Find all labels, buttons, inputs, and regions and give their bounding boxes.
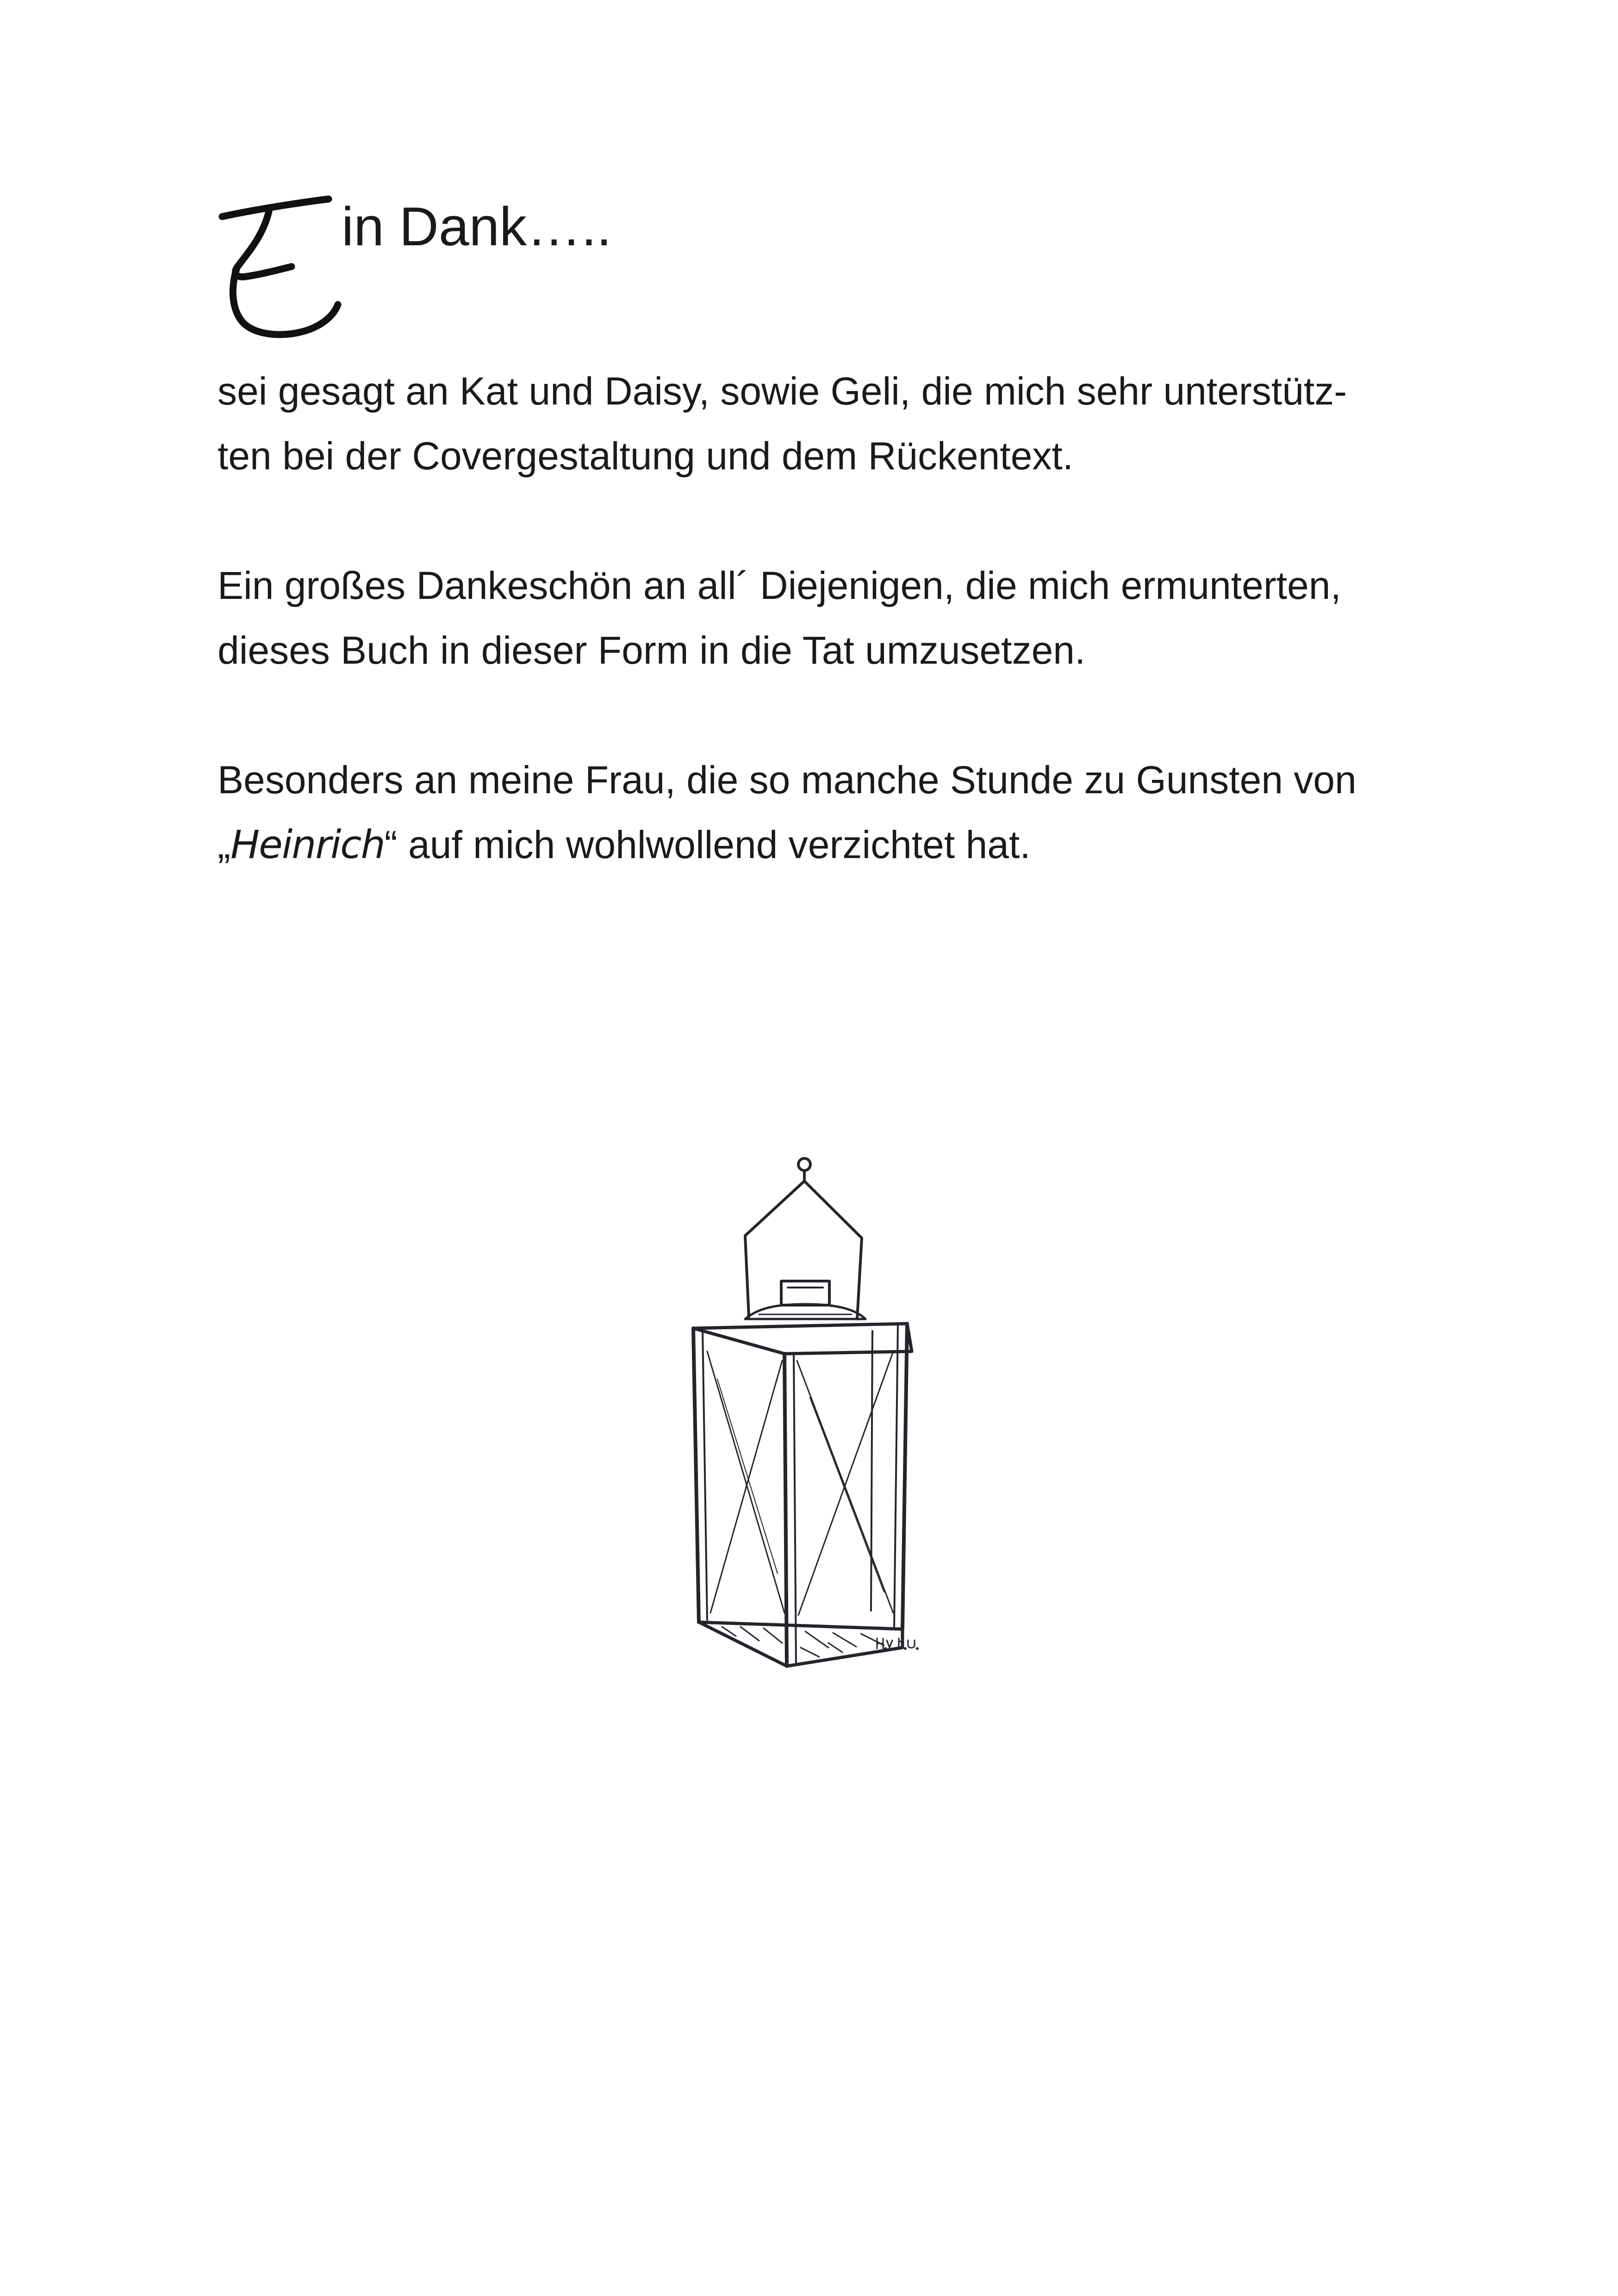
text-line: sei gesagt an Kat und Daisy, sowie Geli, die mich sehr unterstütz- xyxy=(218,369,1347,413)
dedication-heading xyxy=(218,185,865,342)
paragraph-thanks-supporters xyxy=(218,553,1467,683)
text-rest: auf mich wohlwollend verzichtet hat. xyxy=(397,823,1031,866)
drop-cap-initial xyxy=(218,185,347,342)
paragraph-thanks-cover xyxy=(218,359,1467,488)
lantern-icon xyxy=(690,1157,930,1680)
quote-open: „ xyxy=(218,823,230,866)
text-line: ten bei der Covergestaltung und dem Rückentext. xyxy=(218,434,1074,478)
text-line: dieses Buch in dieser Form in die Tat umzusetzen. xyxy=(218,628,1086,672)
dedication-body xyxy=(218,359,1467,942)
heading-text: in Dank….. xyxy=(342,196,612,257)
text-line: Besonders an meine Frau, die so manche Stunde zu Gunsten von xyxy=(218,758,1357,802)
text-line xyxy=(218,812,1467,877)
name-heinrich: Heinrich xyxy=(230,822,385,867)
paragraph-thanks-wife xyxy=(218,747,1467,877)
text-line: Ein großes Dankeschön an all´ Diejenigen, die mich ermunterten, xyxy=(218,564,1341,607)
quote-close: “ xyxy=(384,823,398,866)
